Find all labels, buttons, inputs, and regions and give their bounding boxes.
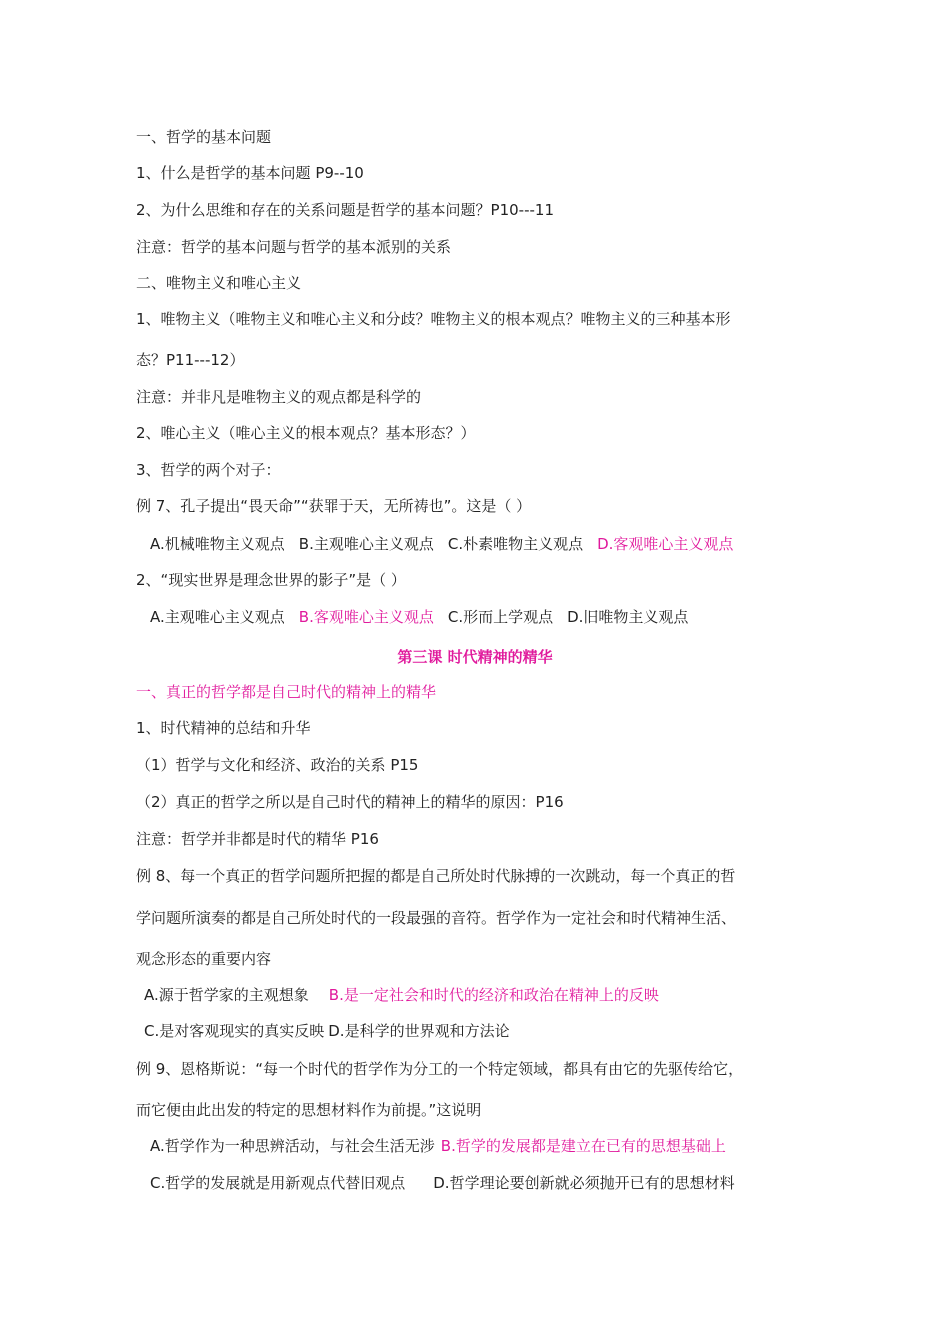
item-line: 1、什么是哲学的基本问题 P9--10 [136,164,364,182]
question-2: 2、“现实世界是理念世界的影子”是（ ） [136,571,406,589]
option-d: D.哲学理论要创新就必须抛开已有的思想材料 [433,1174,735,1192]
option-d: D.旧唯物主义观点 [567,608,689,626]
item-line: 1、唯物主义（唯物主义和唯心主义和分歧？唯物主义的根本观点？唯物主义的三种基本形 [136,310,731,328]
note-line: 注意：哲学的基本问题与哲学的基本派别的关系 [136,238,452,256]
question-9: 例 9、恩格斯说：“每一个时代的哲学作为分工的一个特定领域，都具有由它的先驱传给它， [136,1060,744,1078]
note-line: 注意：并非凡是唯物主义的观点都是科学的 [136,388,422,406]
question-8: 例 8、每一个真正的哲学问题所把握的都是自己所处时代脉搏的一次跳动，每一个真正的哲 [136,867,736,885]
section-heading-3: 一、真正的哲学都是自己时代的精神上的精华 [136,683,437,701]
option-c: C.是对客观现实的真实反映 [144,1022,325,1040]
option-b-answer: B.是一定社会和时代的经济和政治在精神上的反映 [328,986,659,1004]
question-2-options [150,607,702,627]
option-b: B.主观唯心主义观点 [298,535,434,553]
item-line: 3、哲学的两个对子： [136,461,281,479]
item-line: 1、时代精神的总结和升华 [136,719,311,737]
question-8-cont: 观念形态的重要内容 [136,950,272,968]
question-8-options-row2 [144,1021,524,1041]
option-a: A.主观唯心主义观点 [150,608,285,626]
option-c: C.哲学的发展就是用新观点代替旧观点 [150,1174,406,1192]
question-7: 例 7、孔子提出“畏天命”“获罪于天，无所祷也”。这是（ ） [136,497,532,515]
question-7-options [150,534,747,554]
question-9-options-row1 [150,1136,740,1156]
question-9-options-row2 [150,1173,749,1193]
option-d: D.是科学的世界观和方法论 [328,1022,510,1040]
option-b-answer: B.客观唯心主义观点 [298,608,434,626]
section-heading-2: 二、唯物主义和唯心主义 [136,274,302,292]
item-line: 2、为什么思维和存在的关系问题是哲学的基本问题？P10---11 [136,201,555,219]
item-line: 2、唯心主义（唯心主义的根本观点？基本形态？） [136,424,476,442]
option-a: A.哲学作为一种思辨活动，与社会生活无涉 [150,1137,435,1155]
option-b-answer: B.哲学的发展都是建立在已有的思想基础上 [440,1137,726,1155]
option-a: A.源于哲学家的主观想象 [144,986,309,1004]
option-c: C.朴素唯物主义观点 [447,535,584,553]
item-line-cont: 态？P11---12） [136,351,245,369]
option-c: C.形而上学观点 [447,608,554,626]
option-d-answer: D.客观唯心主义观点 [597,535,734,553]
question-8-cont: 学问题所演奏的都是自己所处时代的一段最强的音符。哲学作为一定社会和时代精神生活、 [136,909,737,927]
item-line: （2）真正的哲学之所以是自己时代的精神上的精华的原因：P16 [136,793,564,811]
question-8-options-row1 [144,985,673,1005]
option-a: A.机械唯物主义观点 [150,535,285,553]
question-9-cont: 而它便由此出发的特定的思想材料作为前提。”这说明 [136,1101,482,1119]
lesson-title: 第三课 时代精神的精华 [397,648,553,666]
section-heading-1: 一、哲学的基本问题 [136,128,272,146]
item-line: （1）哲学与文化和经济、政治的关系 P15 [136,756,419,774]
note-line: 注意：哲学并非都是时代的精华 P16 [136,830,379,848]
